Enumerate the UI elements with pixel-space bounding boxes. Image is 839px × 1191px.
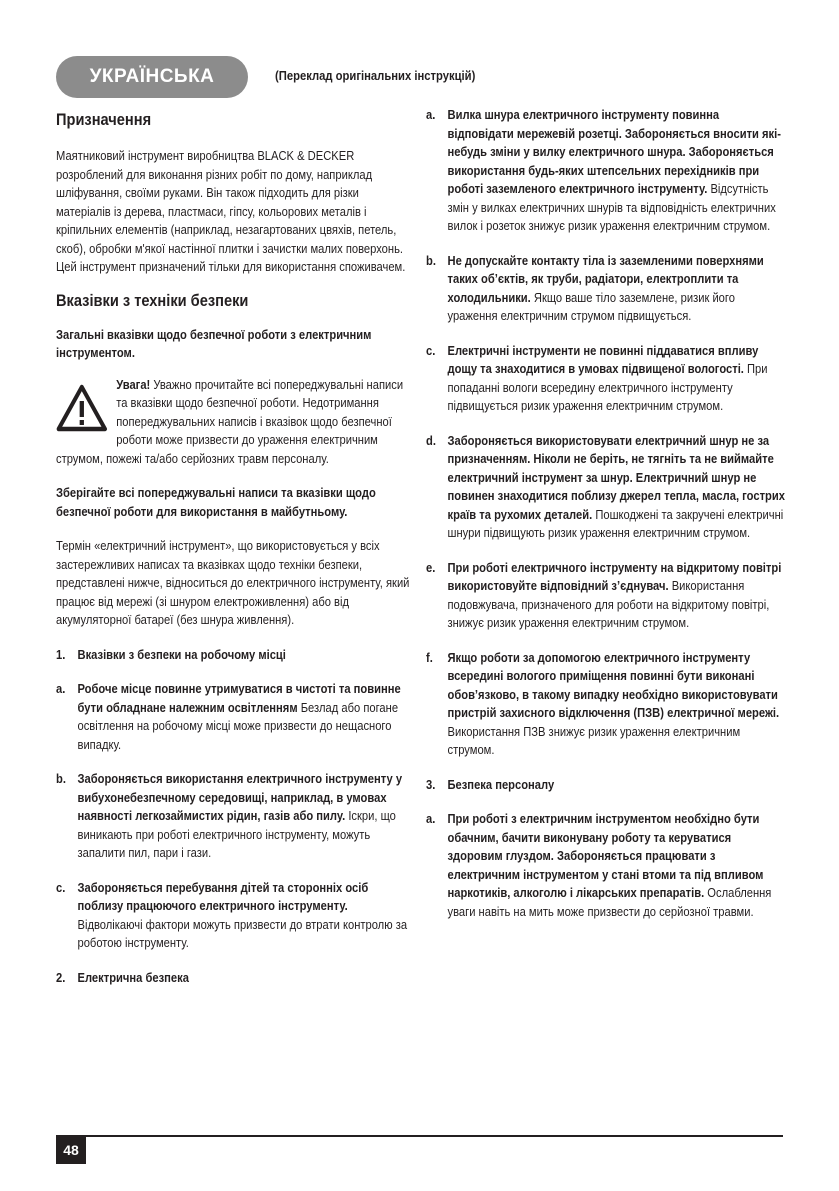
item-label: e.: [426, 559, 436, 575]
section-number: 2.: [56, 969, 66, 985]
purpose-heading: Призначення: [56, 110, 152, 129]
item-label: f.: [426, 649, 433, 665]
general-subheading: Загальні вказівки щодо безпечної роботи з електричним інструментом.: [56, 326, 372, 360]
list-item: [56, 770, 413, 863]
item-bold-text: Робоче місце повинне утримуватися в чистоті та повинне бути обладнане належним освітленням: [77, 681, 401, 715]
item-label: b.: [56, 771, 66, 786]
right-column: [426, 106, 786, 921]
section-title: Безпека персоналу: [447, 776, 555, 792]
list-item: [426, 810, 785, 921]
section-title: Вказівки з безпеки на робочому місці: [77, 646, 286, 662]
language-badge: УКРАЇНСЬКА: [56, 56, 248, 98]
page-number: 48: [56, 1136, 86, 1164]
list-item: [426, 649, 785, 760]
safety-heading: Вказівки з техніки безпеки: [56, 290, 249, 310]
item-bold-text: Забороняється використання електричного інструменту у вибухонебезпечному середовищі, наприклад, в умовах наявності легкозаймистих рідин, газів або пилу.: [77, 771, 403, 823]
keep-instructions-subheading: Зберігайте всі попереджувальні написи та вказівки щодо безпечної роботи для використання в майбутньому.: [56, 485, 376, 519]
translation-note: (Переклад оригінальних інструкцій): [275, 69, 476, 83]
item-label: a.: [426, 811, 436, 826]
term-text: Термін «електричний інструмент», що використовується у всіх застережливих написах та вказівках щодо техніки безпеки, представлені нижче, відноситься до електричного інструменту, який працює від мережі (зі шнуром електроживлення) або від акумуляторної батареї (без шнура живлення).: [56, 538, 410, 627]
item-bold-text: Якщо роботи за допомогою електричного інструменту всередині вологого приміщення повинні бути виконані обов’язково, в такому випадку необхідно використовувати пристрій захисного відключення (ПЗВ) електричної мережі.: [447, 649, 780, 720]
item-bold-text: Забороняється перебування дітей та сторонніх осіб поблизу працюючого електричного інструменту.: [77, 879, 369, 913]
list-item: [426, 342, 785, 416]
item-text: Використання ПЗВ знижує ризик ураження електричним струмом.: [447, 723, 741, 757]
list-item: [426, 106, 785, 236]
item-label: c.: [56, 879, 66, 895]
item-text: Пошкоджені та закручені електричні шнури підвищують ризик ураження електричним струмом.: [447, 506, 784, 540]
item-text: Використання подовжувача, призначеного для роботи на відкритому повітрі, знижує ризик ураження електричним струмом.: [447, 578, 770, 630]
item-bold-text: Вилка шнура електричного інструменту повинна відповідати мережевій розетці. Забороняється вносити які-небудь зміни у вилку електричного шнура. Забороняється використання будь-яких штепсельних перехідників при роботі заземленого електричного інструменту.: [447, 107, 781, 196]
list-item: [56, 680, 413, 754]
item-bold-text: Забороняється використовувати електричний шнур не за призначенням. Ніколи не беріть, не тягніть та не виймайте електричний інструмент за шнур. Електричний шнур не повинен знаходитися поблизу джерел тепла, масла, гострих країв та рухомих деталей.: [447, 432, 785, 522]
item-text: Безлад або погане освітлення на робочому місці може призвести до нещасного випадку.: [77, 699, 399, 752]
item-bold-text: При роботі електричного інструменту на відкритому повітрі використовуйте відповідний з’єднувач.: [447, 559, 782, 593]
item-label: c.: [426, 342, 436, 358]
footer-divider: [56, 1135, 783, 1137]
warning-text: Уважно прочитайте всі попереджувальні написи та вказівки щодо безпечної роботи. Недотримання попереджувальних написів і вказівок щодо безпечної роботи може призвести до ураження електричним струмом, пожежі та/або серйозних травм персоналу.: [56, 376, 404, 466]
item-text: Відволікаючі фактори можуть призвести до втрати контролю за роботою інструменту.: [77, 916, 408, 950]
section-1-heading: [56, 646, 413, 665]
warning-block: [56, 376, 413, 469]
section-3-heading: [426, 776, 785, 795]
item-bold-text: Електричні інструменти не повинні піддаватися впливу дощу та знаходитися в умовах підвищеної вологості.: [447, 342, 759, 376]
item-bold-text: При роботі з електричним інструментом необхідно бути обачним, бачити виконувану роботу та керуватися здоровим глуздом. Забороняється працювати з електричним інструментом у стані втоми та під впливом наркотиків, алкоголю і лікарських препаратів.: [447, 811, 764, 900]
item-text: Відсутність змін у вилках електричних шнурів та відповідність електричних вилок і розеток знижує ризик ураження електричним струмом.: [447, 181, 776, 233]
item-text: Ослаблення уваги навіть на мить може призвести до серйозної травми.: [447, 885, 772, 919]
list-item: [426, 432, 785, 543]
section-number: 1.: [56, 646, 66, 662]
item-text: Іскри, що виникають при роботі електричного інструменту, можуть запалити пил, пари і гази.: [77, 808, 396, 860]
item-text: Якщо ваше тіло заземлене, ризик його ураження електричним струмом підвищується.: [447, 289, 735, 323]
section-title: Електрична безпека: [77, 969, 189, 985]
item-bold-text: Не допускайте контакту тіла із заземленими поверхнями таких об’єктів, як труби, радіатори, електроплити та холодильники.: [447, 252, 764, 305]
list-item: [426, 559, 785, 633]
section-2-heading: [56, 969, 413, 988]
warning-triangle-icon: [56, 384, 108, 432]
list-item: [56, 879, 413, 953]
item-text: При попаданні вологи всередину електричного інструменту підвищується ризик ураження електричним струмом.: [447, 361, 768, 413]
item-label: a.: [56, 681, 66, 696]
purpose-text: Маятниковий інструмент виробництва BLACK & DECKER розроблений для виконання різних робіт по дому, наприклад шліфування, своїми руками. Він також підходить для різки матеріалів із дерева, пластмаси, гіпсу, кольорових металів і кріпильних елементів (наприклад, незагартованих цвяхів, петель, скоб), обробки м'якої настінної плитки і зачистки малих поверхонь. Цей інструмент призначений тільки для використання споживачем.: [56, 148, 406, 274]
item-label: a.: [426, 107, 436, 122]
item-label: d.: [426, 432, 436, 448]
section-number: 3.: [426, 776, 436, 792]
left-column: [56, 106, 414, 987]
warning-label: Увага!: [116, 376, 151, 392]
list-item: [426, 252, 785, 326]
item-label: b.: [426, 252, 436, 268]
